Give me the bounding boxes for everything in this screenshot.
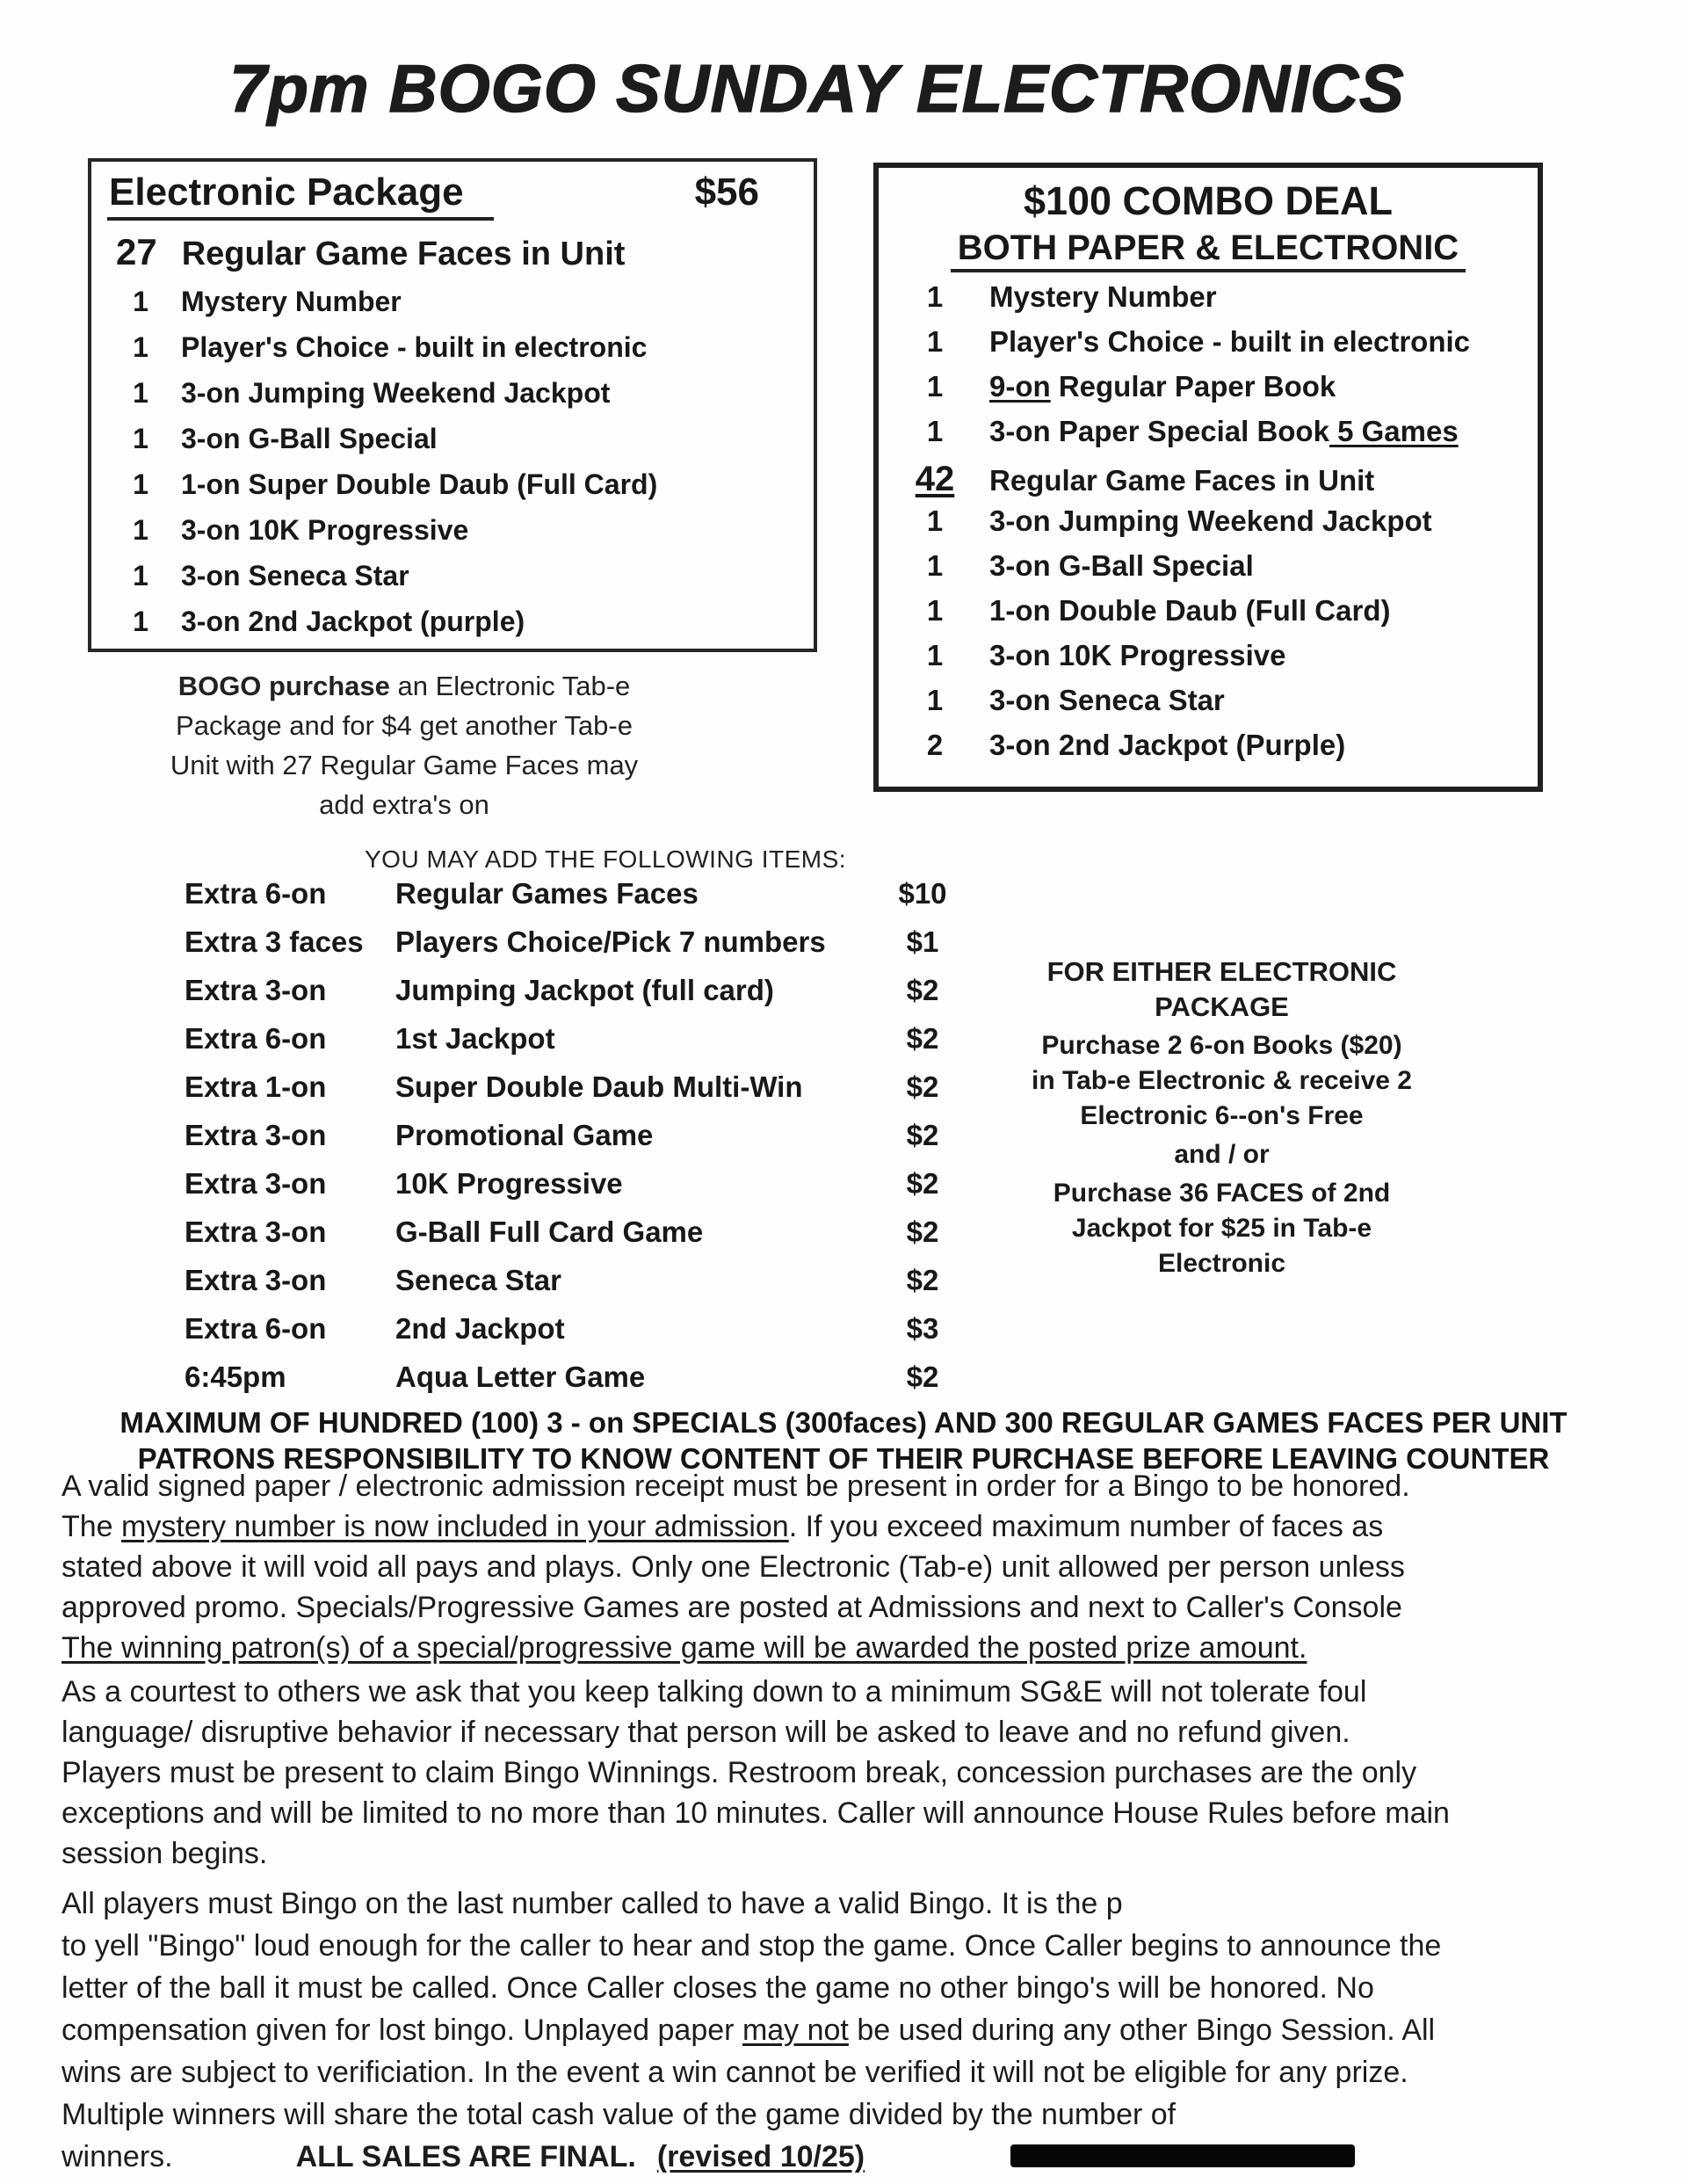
underlined-text: 9-on	[989, 370, 1051, 403]
electronic-package-box	[88, 158, 817, 652]
combo-item	[887, 415, 1529, 460]
combo-deal-subheading-text: BOTH PAPER & ELECTRONIC	[951, 229, 1466, 272]
addon-row	[185, 1360, 1019, 1409]
combo-deal-subheading	[887, 229, 1529, 268]
item-qty: 1	[133, 606, 148, 637]
addon-price: $2	[906, 1022, 939, 1055]
addon-item: Players Choice/Pick 7 numbers	[395, 925, 826, 958]
para3-underlined-1: may not	[742, 2013, 849, 2047]
maximum-notice-line1: MAXIMUM OF HUNDRED (100) 3 - on SPECIALS (300faces) AND 300 REGULAR GAMES FACES PER UNIT	[119, 1406, 1568, 1439]
addon-item: Seneca Star	[395, 1264, 561, 1296]
combo-deal-box	[873, 163, 1543, 792]
addon-row	[185, 974, 1019, 1022]
addon-item: Promotional Game	[395, 1119, 654, 1151]
addon-qty: Extra 6-on	[185, 1312, 327, 1345]
item-label-rest: Regular Paper Book	[1050, 370, 1336, 403]
package-item	[107, 423, 798, 468]
addon-qty: Extra 3-on	[185, 1167, 327, 1200]
promo-heading-line2: PACKAGE	[1155, 991, 1289, 1022]
faces-in-unit-row	[107, 231, 798, 273]
rules-paragraph-2	[62, 1672, 1450, 1874]
all-sales-final-text: ALL SALES ARE FINAL.	[295, 2140, 636, 2173]
para3-text-2: be used during any other Bingo Session. All wins are subject to verificiation. In the event a win cannot be verified it will not be eligible for any prize. Multiple winners will share the total cash value of the game divided by the number of winners.	[62, 2013, 1436, 2173]
addon-row	[185, 1022, 1019, 1070]
para1-underlined-2: The winning patron(s) of a special/progressive game will be awarded the posted prize amount.	[62, 1631, 1307, 1665]
combo-item	[887, 639, 1529, 684]
package-item	[107, 468, 798, 514]
addon-item: 1st Jackpot	[395, 1022, 555, 1055]
item-label: 3-on 10K Progressive	[989, 639, 1286, 671]
bogo-note-rest: an Electronic Tab-e Package and for $4 get another Tab-e Unit with 27 Regular Game Faces may add extra's on	[170, 671, 639, 820]
addon-price: $1	[906, 925, 939, 958]
bogo-note-bold: BOGO purchase	[177, 671, 390, 701]
item-qty: 1	[926, 280, 944, 313]
para3-text: to yell "Bingo" loud enough for the caller to hear and stop the game. Once Caller begins to announce the letter of the ball it must be called. Once Caller closes the game no other bingo's will be honored. No compensation given for lost bingo. Unplayed paper	[62, 1929, 1442, 2047]
addon-item: Super Double Daub Multi-Win	[395, 1070, 803, 1103]
package-item	[107, 514, 798, 560]
item-qty: 1	[926, 549, 944, 582]
item-qty: 1	[133, 514, 148, 546]
rules-paragraph-1	[62, 1466, 1450, 1668]
item-label: 3-on G-Ball Special	[989, 549, 1254, 582]
item-qty: 1	[926, 504, 944, 537]
addon-price: $2	[906, 1215, 939, 1248]
item-qty: 1	[133, 423, 148, 454]
combo-item	[887, 460, 1529, 504]
addon-row	[185, 1264, 1019, 1312]
para1-underlined-1: mystery number is now included in your admission	[121, 1510, 789, 1543]
addon-price: $2	[906, 1070, 939, 1103]
item-label: 3-on 2nd Jackpot (purple)	[181, 606, 525, 637]
combo-item	[887, 729, 1529, 773]
item-label: Mystery Number	[181, 286, 402, 317]
scan-artifact-bar	[1010, 2144, 1355, 2167]
either-package-promo	[1026, 954, 1417, 1281]
item-label: 3-on 10K Progressive	[181, 514, 469, 546]
combo-deal-heading: $100 COMBO DEAL	[1023, 178, 1394, 223]
rules-paragraph-3	[62, 1883, 1450, 2178]
item-qty: 1	[926, 325, 944, 358]
item-label: Regular Game Faces in Unit	[989, 464, 1375, 497]
addon-qty: 6:45pm	[185, 1360, 286, 1393]
promo-heading-line1: FOR EITHER ELECTRONIC	[1046, 956, 1397, 987]
addon-item: Jumping Jackpot (full card)	[395, 974, 774, 1006]
addon-qty: Extra 6-on	[185, 1022, 327, 1055]
addon-price: $3	[906, 1312, 939, 1345]
item-label-pre: 3-on Paper Special Book	[989, 415, 1329, 447]
revised-date-text: (revised 10/25)	[656, 2140, 865, 2173]
addon-item: 2nd Jackpot	[395, 1312, 565, 1345]
addon-price: $2	[906, 1264, 939, 1296]
item-qty: 1	[133, 331, 148, 363]
addon-row	[185, 1215, 1019, 1264]
faces-label: Regular Game Faces in Unit	[181, 236, 626, 272]
item-label: 3-on Jumping Weekend Jackpot	[989, 504, 1432, 537]
electronic-package-header	[107, 171, 798, 221]
addon-qty: Extra 3-on	[185, 1264, 327, 1296]
item-label	[989, 415, 1459, 448]
promo-body-2: Purchase 36 FACES of 2nd Jackpot for $25 in Tab-e Electronic	[1053, 1179, 1391, 1278]
promo-body-1: Purchase 2 6-on Books ($20) in Tab-e Electronic & receive 2 Electronic 6--on's Free	[1032, 1031, 1412, 1130]
electronic-package-items	[107, 286, 798, 651]
addon-price: $2	[906, 974, 939, 1006]
bogo-note	[149, 666, 659, 824]
para1-text: A valid signed paper / electronic admission receipt must be present in order for a Bingo to be honored. The	[62, 1469, 1410, 1543]
addon-row	[185, 877, 1019, 925]
addon-qty: Extra 6-on	[185, 877, 327, 910]
addon-row	[185, 1070, 1019, 1119]
item-qty: 1	[133, 560, 148, 591]
para1-text-2: . If you exceed maximum number of faces as stated above it will void all pays and plays. Only one Electronic (Tab-e) unit allowed per person unless approved promo. Specials/Progressive Games are posted at Admissions and next to Caller's Console	[62, 1510, 1405, 1624]
item-qty: 2	[926, 729, 944, 761]
item-label	[989, 370, 1336, 403]
item-qty: 1	[926, 684, 944, 716]
combo-item	[887, 594, 1529, 639]
combo-item	[887, 504, 1529, 549]
addon-row	[185, 925, 1019, 974]
page-title: 7pm BOGO SUNDAY ELECTRONICS	[229, 52, 1405, 127]
item-label: 1-on Super Double Daub (Full Card)	[181, 468, 658, 500]
item-label: Player's Choice - built in electronic	[181, 331, 648, 363]
promo-and-or: and / or	[1174, 1140, 1270, 1169]
package-item	[107, 286, 798, 331]
addon-row	[185, 1167, 1019, 1215]
underlined-text: 5 Games	[1329, 415, 1459, 447]
item-label: 3-on G-Ball Special	[181, 423, 438, 454]
item-qty: 1	[926, 639, 944, 671]
item-qty: 1	[133, 377, 148, 409]
item-qty: 1	[133, 286, 148, 317]
faces-qty: 27	[116, 231, 157, 272]
para2-text: As a courtest to others we ask that you keep talking down to a minimum SG&E will not tolerate foul language/ disruptive behavior if necessary that person will be asked to leave and no refund given. Players must be present to claim Bingo Winnings. Restroom break, concession purchases are the only exceptions and will be limited to no more than 10 minutes. Caller will announce House Rules before main session begins.	[62, 1675, 1450, 1870]
addon-qty: Extra 1-on	[185, 1070, 327, 1103]
item-label: 1-on Double Daub (Full Card)	[989, 594, 1391, 627]
item-label: Mystery Number	[989, 280, 1217, 313]
addon-price: $10	[898, 877, 947, 910]
addons-table	[185, 877, 1019, 1409]
package-item	[107, 606, 798, 651]
package-item	[107, 560, 798, 606]
electronic-package-price: $56	[694, 171, 759, 214]
addon-qty: Extra 3 faces	[185, 925, 364, 958]
item-qty: 1	[926, 594, 944, 627]
addon-qty: Extra 3-on	[185, 1119, 327, 1151]
addon-price: $2	[906, 1167, 939, 1200]
item-label: 3-on Jumping Weekend Jackpot	[181, 377, 611, 409]
addons-heading: YOU MAY ADD THE FOLLOWING ITEMS:	[365, 845, 847, 873]
addon-price: $2	[906, 1360, 939, 1393]
combo-item	[887, 370, 1529, 415]
electronic-package-heading: Electronic Package	[107, 171, 494, 221]
addon-item: Aqua Letter Game	[395, 1360, 646, 1393]
maximum-notice-line2: PATRONS RESPONSIBILITY TO KNOW CONTENT OF THEIR PURCHASE BEFORE LEAVING COUNTER	[137, 1442, 1550, 1475]
combo-item	[887, 325, 1529, 370]
item-label: Player's Choice - built in electronic	[989, 325, 1470, 358]
item-label: 3-on Seneca Star	[181, 560, 409, 591]
item-label: 3-on 2nd Jackpot (Purple)	[989, 729, 1346, 761]
combo-item	[887, 280, 1529, 325]
combo-item	[887, 684, 1529, 729]
combo-item	[887, 549, 1529, 594]
item-qty: 1	[926, 370, 944, 403]
item-label: 3-on Seneca Star	[989, 684, 1225, 716]
package-item	[107, 377, 798, 423]
addon-qty: Extra 3-on	[185, 1215, 327, 1248]
addon-qty: Extra 3-on	[185, 974, 327, 1006]
addon-item: G-Ball Full Card Game	[395, 1215, 704, 1248]
package-item	[107, 331, 798, 377]
addon-price: $2	[906, 1119, 939, 1151]
addon-row	[185, 1119, 1019, 1167]
addon-item: Regular Games Faces	[395, 877, 699, 910]
para3-line1: All players must Bingo on the last number called to have a valid Bingo. It is the p	[62, 1887, 1123, 1920]
item-qty: 42	[915, 460, 955, 498]
addon-row	[185, 1312, 1019, 1360]
item-qty: 1	[926, 415, 944, 447]
addon-item: 10K Progressive	[395, 1167, 623, 1200]
combo-deal-items	[887, 280, 1529, 773]
item-qty: 1	[133, 468, 148, 500]
